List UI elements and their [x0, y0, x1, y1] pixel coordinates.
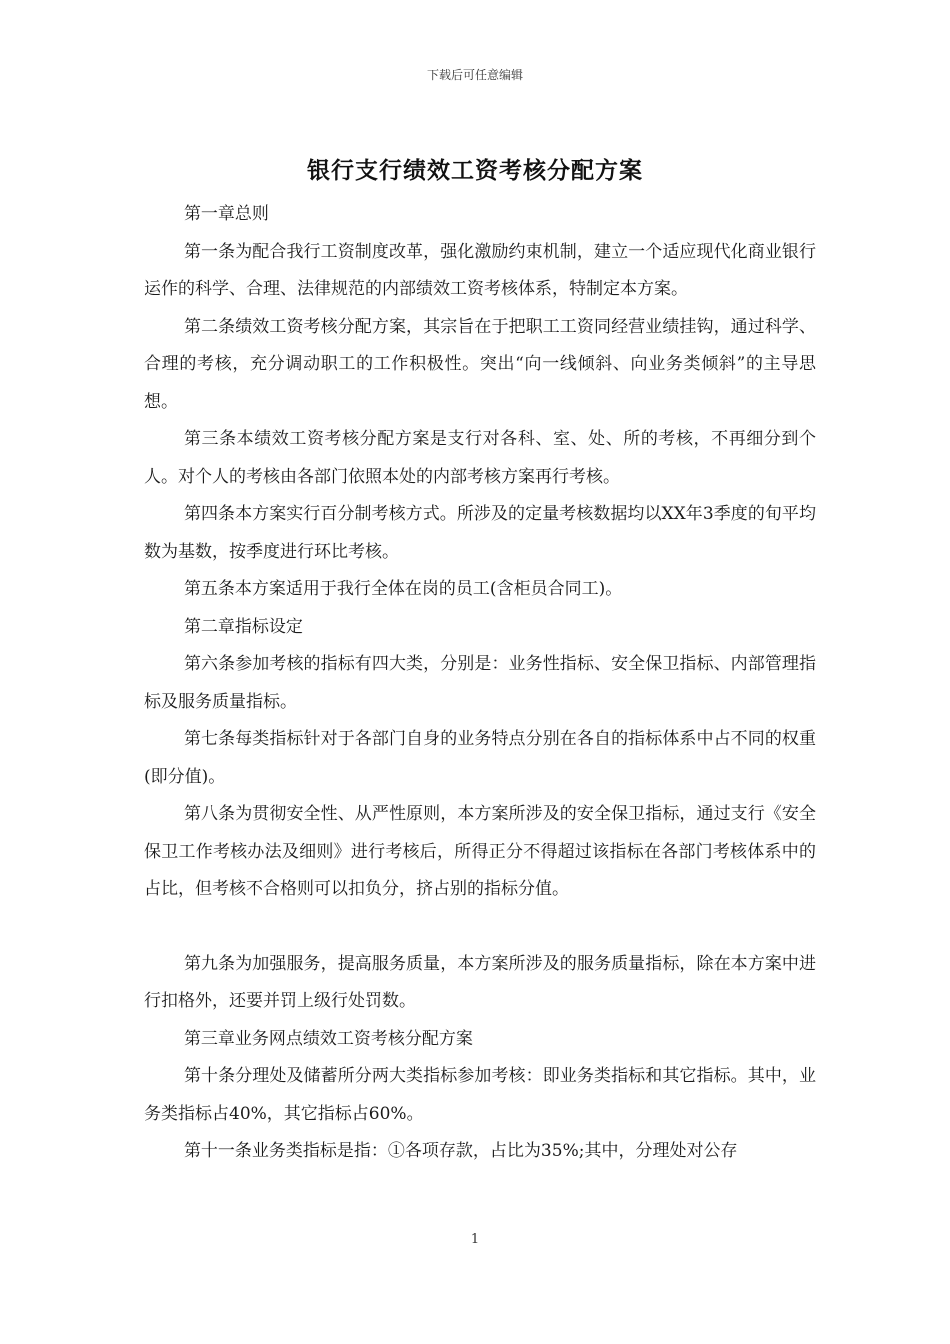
chapter-heading: 第二章指标设定 [183, 616, 303, 637]
article-paragraph: 第三条本绩效工资考核分配方案是支行对各科、室、处、所的考核，不再细分到个人。对个人的考核由各部门依照本处的内部考核方案再行考核。 [144, 429, 816, 487]
article-paragraph: 第十条分理处及储蓄所分两大类指标参加考核：即业务类指标和其它指标。其中，业务类指标占40%，其它指标占60%。 [144, 1066, 816, 1124]
document-body [144, 196, 816, 1171]
article-paragraph: 第八条为贯彻安全性、从严性原则，本方案所涉及的安全保卫指标，通过支行《安全保卫工作考核办法及细则》进行考核后，所得正分不得超过该指标在各部门考核体系中的占比，但考核不合格则可以扣负分，挤占别的指标分值。 [144, 804, 816, 899]
article-paragraph: 第六条参加考核的指标有四大类，分别是：业务性指标、安全保卫指标、内部管理指标及服务质量指标。 [144, 654, 816, 712]
document-title: 银行支行绩效工资考核分配方案 [307, 157, 643, 184]
article-paragraph: 第四条本方案实行百分制考核方式。所涉及的定量考核数据均以XX年3季度的旬平均数为基数，按季度进行环比考核。 [144, 504, 816, 562]
article-paragraph: 第二条绩效工资考核分配方案，其宗旨在于把职工工资同经营业绩挂钩，通过科学、合理的考核，充分调动职工的工作积极性。突出“向一线倾斜、向业务类倾斜”的主导思想。 [144, 316, 816, 412]
page-number: 1 [470, 1232, 480, 1247]
article-paragraph: 第七条每类指标针对于各部门自身的业务特点分别在各自的指标体系中占不同的权重(即分值)。 [144, 729, 816, 787]
header-note: 下载后可任意编辑 [426, 68, 523, 82]
chapter-heading: 第三章业务网点绩效工资考核分配方案 [183, 1028, 473, 1049]
article-paragraph: 第九条为加强服务，提高服务质量，本方案所涉及的服务质量指标，除在本方案中进行扣格外，还要并罚上级行处罚数。 [144, 953, 816, 1011]
article-paragraph: 第一条为配合我行工资制度改革，强化激励约束机制，建立一个适应现代化商业银行运作的科学、合理、法律规范的内部绩效工资考核体系，特制定本方案。 [144, 241, 816, 299]
article-paragraph: 第十一条业务类指标是指：①各项存款，占比为35%;其中，分理处对公存 [183, 1141, 738, 1161]
article-paragraph: 第五条本方案适用于我行全体在岗的员工(含柜员合同工)。 [183, 579, 623, 599]
chapter-heading: 第一章总则 [183, 204, 269, 224]
